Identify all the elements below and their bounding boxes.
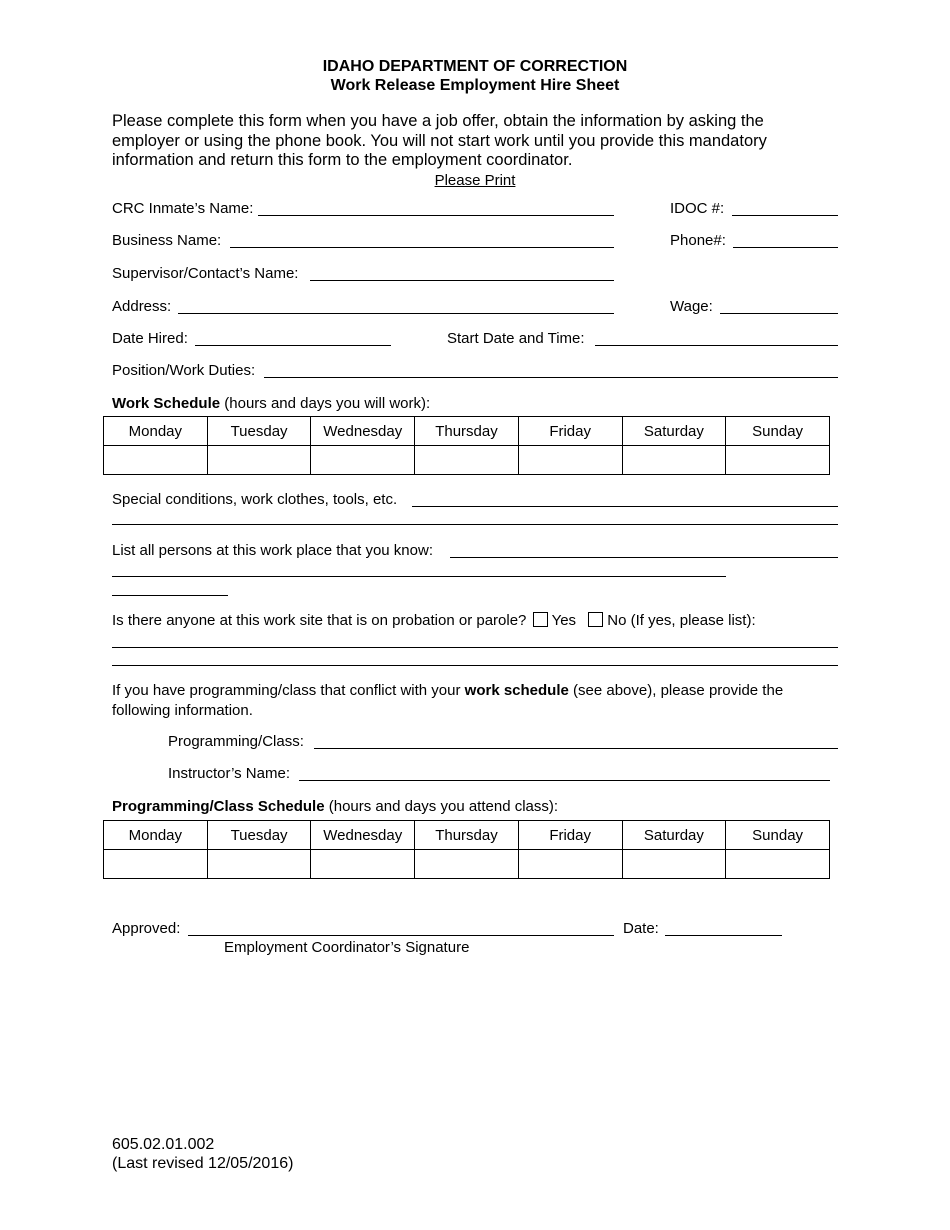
approval-date-label: Date: <box>623 920 659 937</box>
phone-field[interactable] <box>733 247 838 248</box>
instructor-name-field[interactable] <box>299 780 830 781</box>
conflict-text-post: (see above), please provide the following information. <box>112 682 784 719</box>
class-hours-cell[interactable] <box>311 850 415 879</box>
day-header: Tuesday <box>207 417 311 446</box>
idoc-field[interactable] <box>732 215 838 216</box>
class-hours-cell[interactable] <box>104 850 208 879</box>
day-header: Wednesday <box>311 417 415 446</box>
work-hours-cell[interactable] <box>726 446 830 475</box>
day-header: Friday <box>518 417 622 446</box>
position-label: Position/Work Duties: <box>112 362 256 379</box>
class-hours-cell[interactable] <box>415 850 519 879</box>
day-header: Thursday <box>415 417 519 446</box>
work-schedule-heading-rest: (hours and days you will work): <box>220 395 431 412</box>
approval-signature-field[interactable] <box>188 935 614 936</box>
department-title: IDAHO DEPARTMENT OF CORRECTION <box>322 58 628 75</box>
wage-field[interactable] <box>720 313 838 314</box>
address-field[interactable] <box>178 313 614 314</box>
approval-date-field[interactable] <box>665 935 782 936</box>
conflict-text-pre: If you have programming/class that conflict with your <box>112 682 465 699</box>
work-schedule-table <box>103 416 830 475</box>
day-header: Sunday <box>726 417 830 446</box>
work-schedule-heading-bold: Work Schedule <box>112 395 221 412</box>
persons-known-field-line2[interactable] <box>112 576 726 577</box>
programming-class-field[interactable] <box>314 748 838 749</box>
persons-known-field[interactable] <box>450 557 838 558</box>
probation-question: Is there anyone at this work site that is on probation or parole? <box>112 612 527 629</box>
form-title: Work Release Employment Hire Sheet <box>330 77 620 94</box>
no-checkbox[interactable] <box>588 612 603 627</box>
class-schedule-table <box>103 820 830 879</box>
business-name-field[interactable] <box>230 247 614 248</box>
inmate-name-label: CRC Inmate’s Name: <box>112 200 254 217</box>
instructor-name-label: Instructor’s Name: <box>168 765 290 782</box>
start-date-label: Start Date and Time: <box>447 330 585 347</box>
work-hours-cell[interactable] <box>622 446 726 475</box>
work-hours-cell[interactable] <box>518 446 622 475</box>
special-conditions-field-line2[interactable] <box>112 524 838 525</box>
programming-class-label: Programming/Class: <box>168 733 304 750</box>
class-hours-cell[interactable] <box>726 850 830 879</box>
day-header: Monday <box>104 417 208 446</box>
business-name-label: Business Name: <box>112 232 222 249</box>
work-hours-cell[interactable] <box>311 446 415 475</box>
work-hours-cell[interactable] <box>207 446 311 475</box>
day-header: Thursday <box>415 821 519 850</box>
work-hours-cell[interactable] <box>415 446 519 475</box>
persons-known-label: List all persons at this work place that you know: <box>112 542 433 559</box>
yes-checkbox[interactable] <box>533 612 548 627</box>
no-label: No (If yes, please list): <box>607 612 756 629</box>
position-field[interactable] <box>264 377 838 378</box>
form-number: 605.02.01.002 <box>112 1136 215 1153</box>
signature-caption: Employment Coordinator’s Signature <box>224 939 470 956</box>
class-schedule-heading <box>112 798 558 816</box>
instructions-paragraph: Please complete this form when you have a job offer, obtain the information by asking the employer or using the phone book. You will not start work until you provide this mandatory information and return this form to the employment coordinator. <box>112 112 767 169</box>
class-hours-cell[interactable] <box>622 850 726 879</box>
day-header: Friday <box>518 821 622 850</box>
day-header: Tuesday <box>207 821 311 850</box>
yes-label: Yes <box>551 612 577 629</box>
day-header: Wednesday <box>311 821 415 850</box>
class-schedule-heading-rest: (hours and days you attend class): <box>324 798 559 815</box>
please-print-note: Please Print <box>434 172 516 189</box>
probation-question-row <box>112 612 756 630</box>
day-header: Monday <box>104 821 208 850</box>
supervisor-label: Supervisor/Contact’s Name: <box>112 265 299 282</box>
work-hours-cell[interactable] <box>104 446 208 475</box>
supervisor-field[interactable] <box>310 280 614 281</box>
special-conditions-label: Special conditions, work clothes, tools, etc. <box>112 491 398 508</box>
idoc-label: IDOC #: <box>670 200 725 217</box>
date-hired-field[interactable] <box>195 345 391 346</box>
work-schedule-heading <box>112 395 430 413</box>
inmate-name-field[interactable] <box>258 215 614 216</box>
class-hours-cell[interactable] <box>207 850 311 879</box>
start-date-field[interactable] <box>595 345 838 346</box>
probation-list-line1[interactable] <box>112 647 838 648</box>
persons-known-field-line3[interactable] <box>112 595 228 596</box>
special-conditions-field[interactable] <box>412 506 838 507</box>
approved-label: Approved: <box>112 920 181 937</box>
day-header: Sunday <box>726 821 830 850</box>
date-hired-label: Date Hired: <box>112 330 188 347</box>
day-header: Saturday <box>622 417 726 446</box>
probation-list-line2[interactable] <box>112 665 838 666</box>
conflict-paragraph <box>112 681 832 720</box>
phone-label: Phone#: <box>670 232 726 249</box>
address-label: Address: <box>112 298 172 315</box>
conflict-text-bold: work schedule <box>464 682 569 699</box>
revision-date: (Last revised 12/05/2016) <box>112 1155 294 1172</box>
class-schedule-heading-bold: Programming/Class Schedule <box>112 798 325 815</box>
day-header: Saturday <box>622 821 726 850</box>
class-hours-cell[interactable] <box>518 850 622 879</box>
wage-label: Wage: <box>670 298 713 315</box>
